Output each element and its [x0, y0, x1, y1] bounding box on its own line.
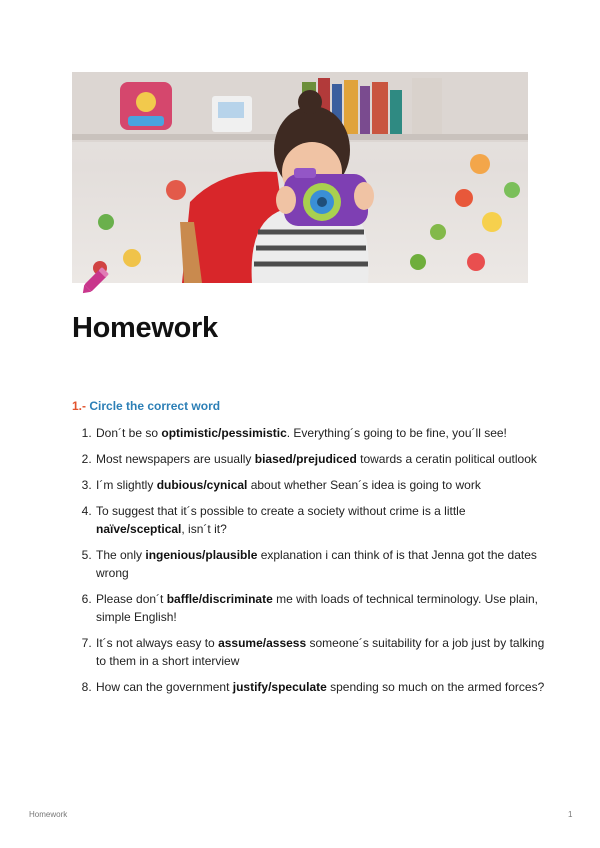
- word-options: dubious/cynical: [156, 478, 248, 492]
- list-item: 1. Don´t be so optimistic/pessimistic. Everything´s going to be fine, you´ll see!: [95, 424, 555, 442]
- page-number: 1: [568, 810, 573, 819]
- word-options: baffle/discriminate: [166, 592, 273, 606]
- word-options: biased/prejudiced: [254, 452, 357, 466]
- list-item: 7. It´s not always easy to assume/assess someone´s suitability for a job just by talking to them in a short interview: [95, 634, 555, 670]
- list-item: 6. Please don´t baffle/discriminate me with loads of technical terminology. Use plain, simple English!: [95, 590, 555, 626]
- word-options: assume/assess: [218, 636, 307, 650]
- list-item: 3. I´m slightly dubious/cynical about whether Sean´s idea is going to work: [95, 476, 555, 494]
- list-item: 2. Most newspapers are usually biased/prejudiced towards a ceratin political outlook: [95, 450, 555, 468]
- exercise-title: Circle the correct word: [89, 399, 221, 413]
- word-options: optimistic/pessimistic: [161, 426, 287, 440]
- footer-label: Homework: [29, 810, 68, 819]
- list-item: 8. How can the government justify/speculate spending so much on the armed forces?: [95, 678, 555, 696]
- question-list: [72, 424, 555, 704]
- pencil-icon: [80, 262, 114, 296]
- exercise-heading: [72, 399, 220, 413]
- list-item: 4. To suggest that it´s possible to create a society without crime is a little naïve/sceptical, isn´t it?: [95, 502, 555, 538]
- list-item: 5. The only ingenious/plausible explanation i can think of is that Jenna got the dates wrong: [95, 546, 555, 582]
- word-options: ingenious/plausible: [145, 548, 258, 562]
- page-title: Homework: [72, 312, 218, 344]
- exercise-number: 1.-: [72, 399, 87, 413]
- cover-photo: [72, 72, 528, 283]
- word-options: naïve/sceptical: [96, 522, 182, 536]
- word-options: justify/speculate: [232, 680, 327, 694]
